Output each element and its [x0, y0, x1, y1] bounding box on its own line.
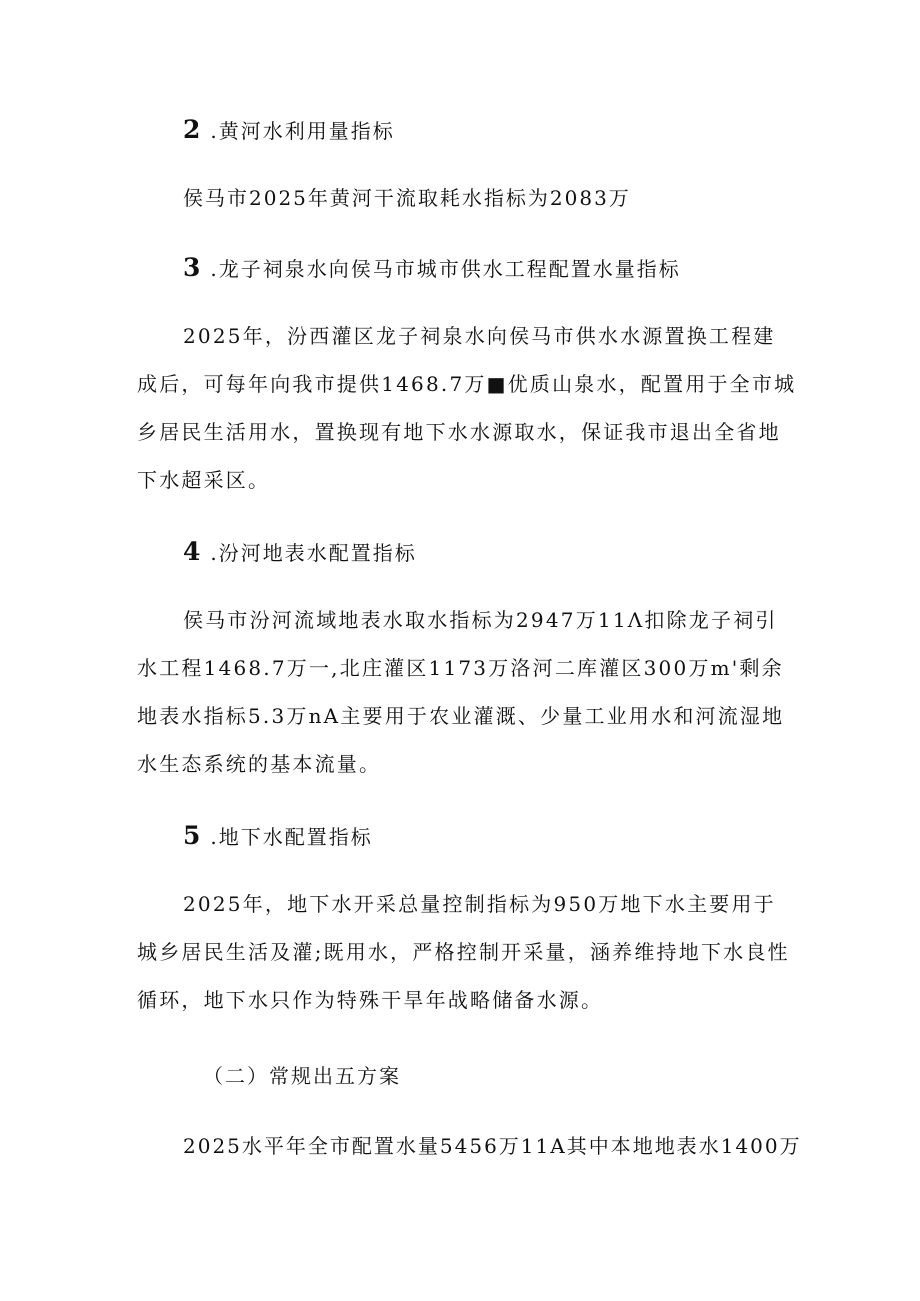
section-4-title: .汾河地表水配置指标: [210, 541, 417, 565]
subsection-two-heading: （二）常规出五方案: [203, 1064, 401, 1088]
section-3-heading: [183, 254, 681, 283]
section-4-heading: [183, 538, 417, 567]
section-5-number: 5: [183, 821, 201, 850]
section-2-heading: [183, 116, 395, 145]
subsection-two-body: 2025水平年全市配置水量5456万11A其中本地地表水1400万: [183, 1134, 802, 1158]
section-2-number: 2: [183, 115, 201, 144]
section-2-title: .黄河水利用量指标: [210, 119, 395, 143]
section-4-number: 4: [183, 537, 201, 566]
section-5-body: 2025年，地下水开采总量控制指标为950万地下水主要用于城乡居民生活及灌;既用水，严格控制开采量，涵养维持地下水良性循环，地下水只作为特殊干旱年战略储备水源。: [137, 892, 790, 1012]
section-3-body: 2025年，汾西灌区龙子祠泉水向侯马市供水水源置换工程建成后，可每年向我市提供1468.7万■优质山泉水，配置用于全市城乡居民生活用水，置换现有地下水水源取水，保证我市退出全省地下水超采区。: [137, 324, 797, 492]
section-5-title: .地下水配置指标: [210, 825, 373, 849]
section-2-body: 侯马市2025年黄河干流取耗水指标为2083万: [183, 186, 631, 210]
section-3-number: 3: [183, 253, 201, 282]
section-3-title: .龙子祠泉水向侯马市城市供水工程配置水量指标: [210, 257, 681, 281]
section-4-body: 侯马市汾河流域地表水取水指标为2947万11Λ扣除龙子祠引水工程1468.7万一,北庄灌区1173万洛河二库灌区300万m'剩余地表水指标5.3万nA主要用于农业灌溉、少量工业用水和河流湿地水生态系统的基本流量。: [137, 608, 785, 776]
section-5-heading: [183, 822, 373, 851]
